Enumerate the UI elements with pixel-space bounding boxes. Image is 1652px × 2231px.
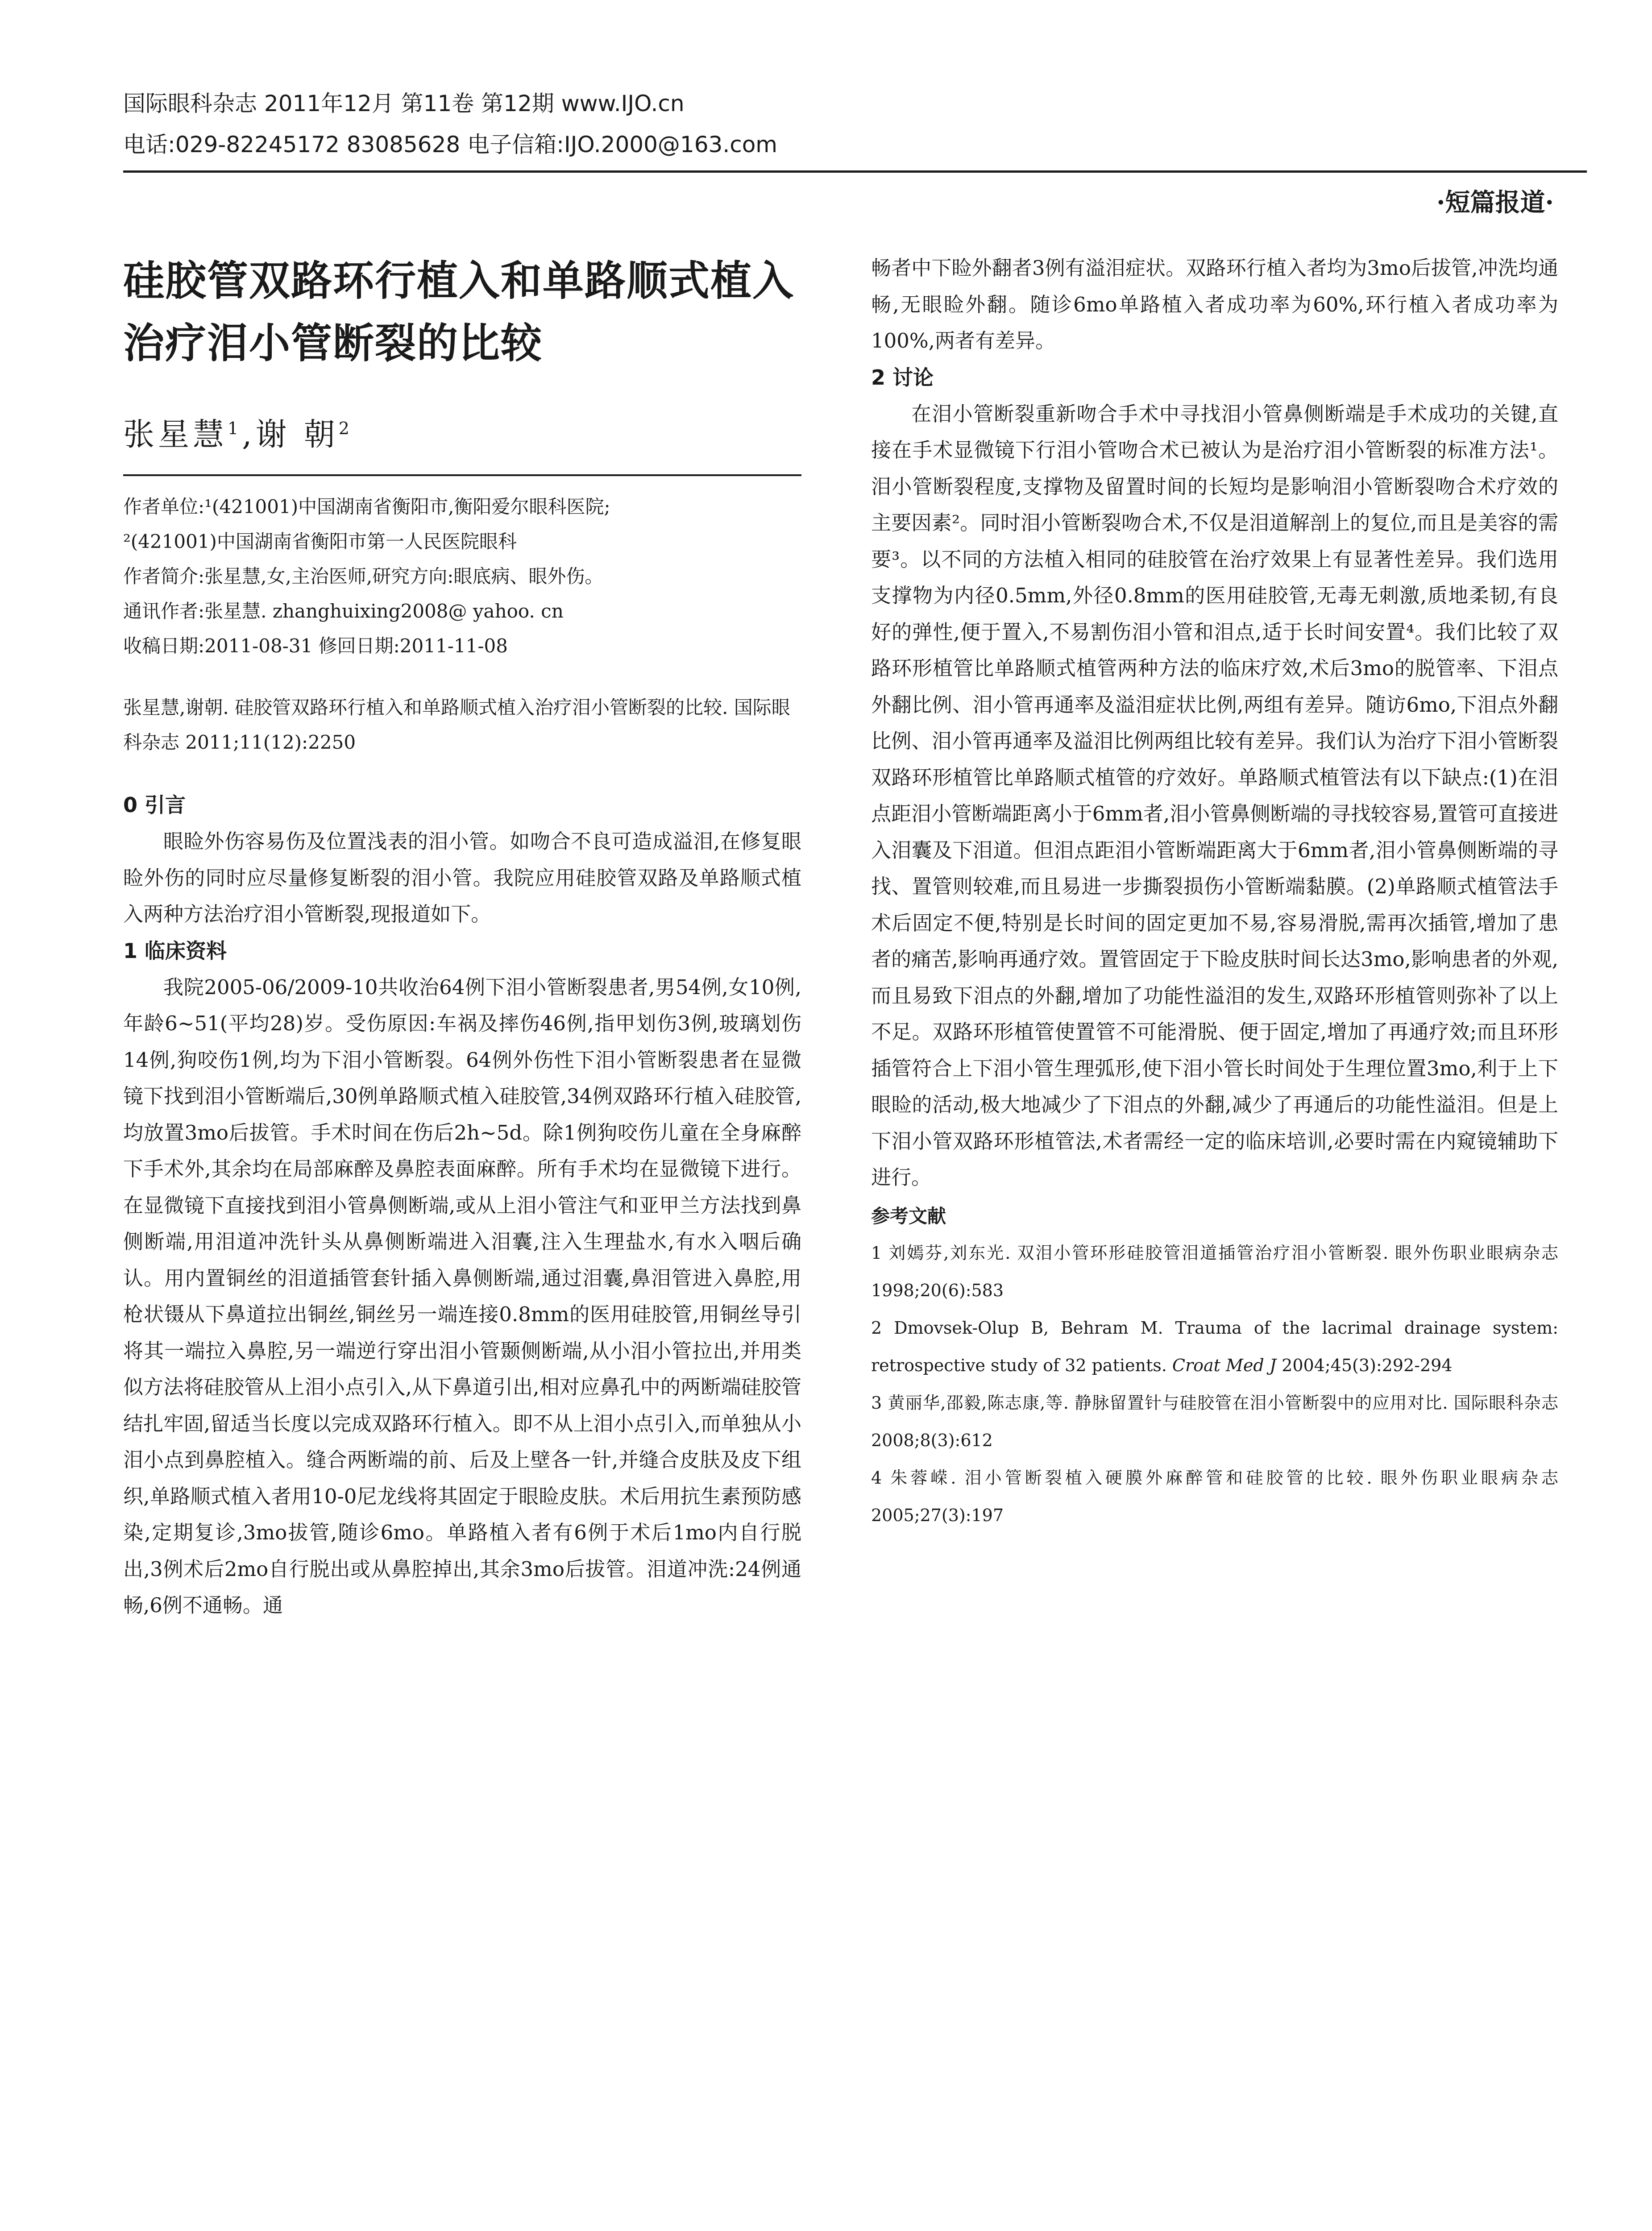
intro-heading: 0 引言: [123, 793, 186, 817]
journal-header-line1: 国际眼科杂志 2011年12月 第11卷 第12期 www.IJO.cn: [123, 91, 685, 116]
reference-authors-title: 2 Dmovsek-Olup B, Behram M. Trauma of the lacrimal drainage system: retrospective study of 32 patients.: [871, 1318, 1558, 1375]
journal-header-line2: 电话:029-82245172 83085628 电子信箱:IJO.2000@163.com: [123, 132, 778, 158]
reference-volume: 2004;45(3):292-294: [1276, 1355, 1453, 1375]
reference-item: 1 刘嫣芬,刘东光. 双泪小管环形硅胶管泪道插管治疗泪小管断裂. 眼外伤职业眼病杂志 1998;20(6):583: [871, 1243, 1558, 1300]
header-rule: [123, 170, 1587, 173]
discussion-heading: 2 讨论: [871, 365, 934, 390]
references-heading: 参考文献: [871, 1205, 946, 1227]
author-bio: 作者简介:张星慧,女,主治医师,研究方向:眼底病、眼外伤。: [123, 565, 604, 588]
author-name-1: 张星慧: [123, 416, 228, 453]
author-sup-2: 2: [338, 419, 353, 438]
affiliation-line: 作者单位:¹(421001)中国湖南省衡阳市,衡阳爱尔眼科医院;: [123, 496, 610, 518]
corresponding-author: 通讯作者:张星慧. zhanghuixing2008@ yahoo. cn: [123, 600, 564, 622]
clinical-continued: 畅者中下睑外翻者3例有溢泪症状。双路环行植入者均为3mo后拔管,冲洗均通畅,无眼睑外翻。随诊6mo单路植入者成功率为60%,环行植入者成功率为100%,两者有差异。: [871, 256, 1558, 352]
citation-block: 张星慧,谢朝. 硅胶管双路环行植入和单路顺式植入治疗泪小管断裂的比较. 国际眼科杂志 2011;11(12):2250: [123, 697, 790, 754]
received-dates: 收稿日期:2011-08-31 修回日期:2011-11-08: [123, 635, 508, 657]
author-separator: ,: [242, 416, 256, 453]
reference-item: 4 朱蓉嵘. 泪小管断裂植入硬膜外麻醉管和硅胶管的比较. 眼外伤职业眼病杂志 2005;27(3):197: [871, 1468, 1558, 1525]
clinical-heading: 1 临床资料: [123, 938, 227, 963]
author-name-2: 谢 朝: [255, 416, 339, 453]
affiliation-line: ²(421001)中国湖南省衡阳市第一人民医院眼科: [123, 531, 517, 553]
reference-journal: Croat Med J: [1172, 1355, 1277, 1375]
author-line: [123, 406, 801, 456]
clinical-paragraph: 我院2005-06/2009-10共收治64例下泪小管断裂患者,男54例,女10例,年龄6~51(平均28)岁。受伤原因:车祸及摔伤46例,指甲划伤3例,玻璃划伤14例,狗咬伤1例,均为下泪小管断裂。64例外伤性下泪小管断裂患者在显微镜下找到泪小管断端后,30例单路顺式植入硅胶管,34例双路环行植入硅胶管,均放置3mo后拔管。手术时间在伤后2h~5d。除1例狗咬伤儿童在全身麻醉下手术外,其余均在局部麻醉及鼻腔表面麻醉。所有手术均在显微镜下进行。在显微镜下直接找到泪小管鼻侧断端,或从上泪小管注气和亚甲兰方法找到鼻侧断端,用泪道冲洗针头从鼻侧断端进入泪囊,注入生理盐水,有水入咽后确认。用内置铜丝的泪道插管套针插入鼻侧断端,通过泪囊,鼻泪管进入鼻腔,用枪状镊从下鼻道拉出铜丝,铜丝另一端连接0.8mm的医用硅胶管,用铜丝导引将其一端拉入鼻腔,另一端逆行穿出泪小管颞侧断端,从小泪小管拉出,并用类似方法将硅胶管从上泪小点引入,从下鼻道引出,相对应鼻孔中的两断端硅胶管结扎牢固,留适当长度以完成双路环行植入。即不从上泪小点引入,而单独从小泪小点到鼻腔植入。缝合两断端的前、后及上壁各一针,并缝合皮肤及皮下组织,单路顺式植入者用10-0尼龙线将其固定于眼睑皮肤。术后用抗生素预防感染,定期复诊,3mo拔管,随诊6mo。单路植入者有6例于术后1mo内自行脱出,3例术后2mo自行脱出或从鼻腔掉出,其余3mo后拔管。泪道冲洗:24例通畅,6例不通畅。通: [123, 975, 801, 1617]
reference-item: [871, 1309, 1558, 1384]
discussion-paragraph: 在泪小管断裂重新吻合手术中寻找泪小管鼻侧断端是手术成功的关键,直接在手术显微镜下行泪小管吻合术已被认为是治疗泪小管断裂的标准方法¹。泪小管断裂程度,支撑物及留置时间的长短均是影响泪小管断裂吻合术疗效的主要因素²。同时泪小管断裂吻合术,不仅是泪道解剖上的复位,而且是美容的需要³。以不同的方法植入相同的硅胶管在治疗效果上有显著性差异。我们选用支撑物为内径0.5mm,外径0.8mm的医用硅胶管,无毒无刺激,质地柔韧,有良好的弹性,便于置入,不易割伤泪小管和泪点,适于长时间安置⁴。我们比较了双路环形植管比单路顺式植管两种方法的临床疗效,术后3mo的脱管率、下泪点外翻比例、泪小管再通率及溢泪症状比例,两组有差异。随访6mo,下泪点外翻比例、泪小管再通率及溢泪比例两组比较有差异。我们认为治疗下泪小管断裂双路环形植管比单路顺式植管的疗效好。单路顺式植管法有以下缺点:(1)在泪点距泪小管断端距离小于6mm者,泪小管鼻侧断端的寻找较容易,置管可直接进入泪囊及下泪道。但泪点距泪小管断端距离大于6mm者,泪小管鼻侧断端的寻找、置管则较难,而且易进一步撕裂损伤小管断端黏膜。(2)单路顺式植管法手术后固定不便,特别是长时间的固定更加不易,容易滑脱,需再次插管,增加了患者的痛苦,影响再通疗效。置管固定于下睑皮肤时间长达3mo,影响患者的外观,而且易致下泪点的外翻,增加了功能性溢泪的发生,双路环形植管则弥补了以上不足。双路环形植管使置管不可能滑脱、便于固定,增加了再通疗效;而且环形插管符合上下泪小管生理弧形,使下泪小管长时间处于生理位置3mo,利于上下眼睑的活动,极大地减少了下泪点的外翻,减少了再通后的功能性溢泪。但是上下泪小管双路环形植管法,术者需经一定的临床培训,必要时需在内窥镜辅助下进行。: [871, 402, 1558, 1189]
reference-item: 3 黄丽华,邵毅,陈志康,等. 静脉留置针与硅胶管在泪小管断裂中的应用对比. 国际眼科杂志 2008;8(3):612: [871, 1393, 1558, 1450]
left-column: [123, 250, 801, 1624]
intro-paragraph: 眼睑外伤容易伤及位置浅表的泪小管。如吻合不良可造成溢泪,在修复眼睑外伤的同时应尽量修复断裂的泪小管。我院应用硅胶管双路及单路顺式植入两种方法治疗泪小管断裂,现报道如下。: [123, 829, 801, 926]
section-label: ·短篇报道·: [1436, 188, 1554, 217]
author-rule: [123, 474, 801, 476]
right-column: [871, 250, 1558, 1534]
article-title: 硅胶管双路环行植入和单路顺式植入治疗泪小管断裂的比较: [123, 257, 795, 367]
author-sup-1: 1: [228, 419, 242, 438]
